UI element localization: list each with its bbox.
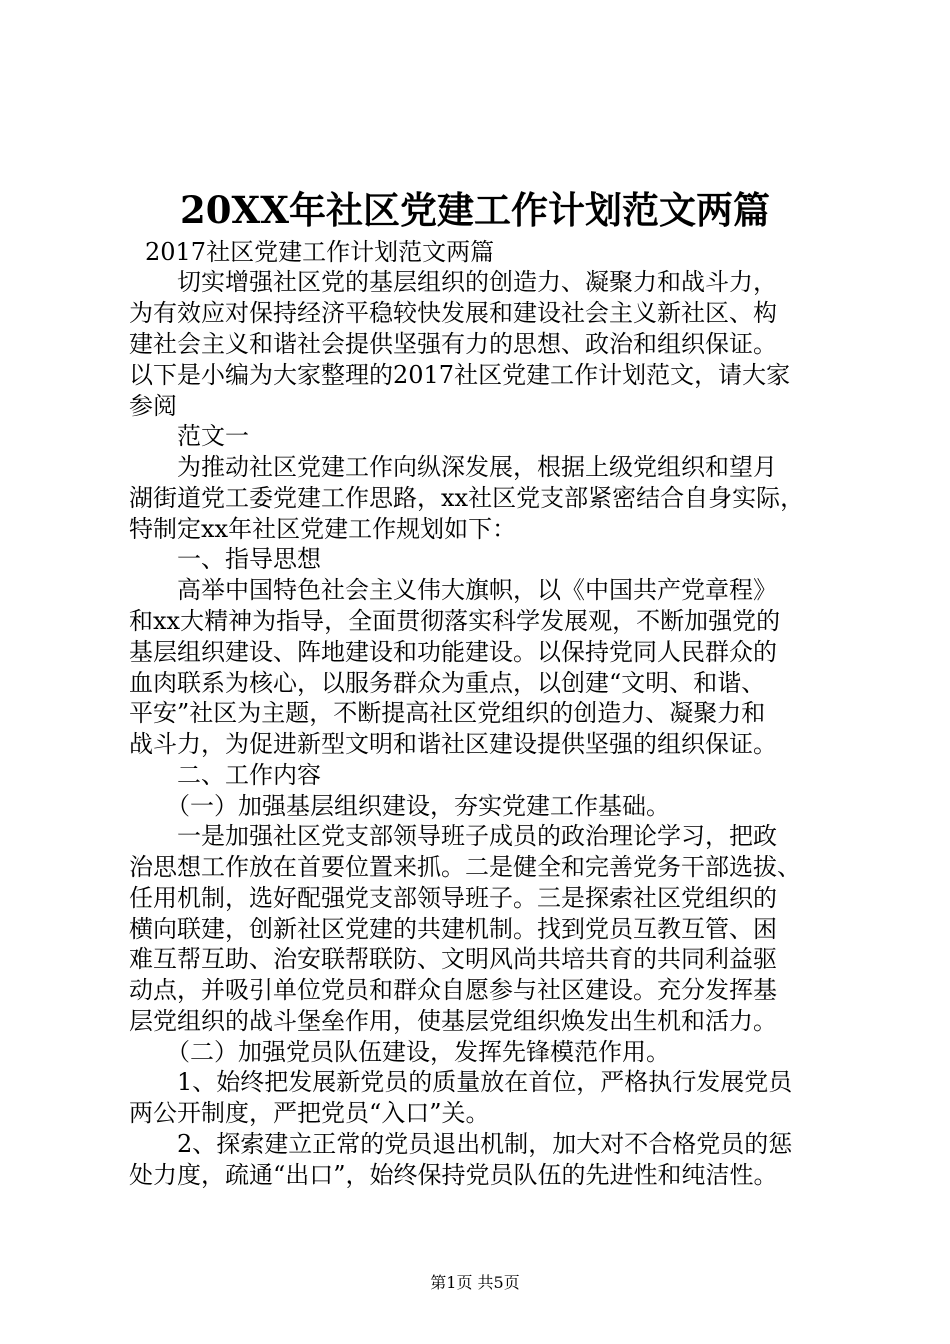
body-line: 切实增强社区党的基层组织的创造力、凝聚力和战斗力，: [177, 268, 777, 296]
body-line: 治思想工作放在首要位置来抓。二是健全和完善党务干部选拔、: [129, 853, 801, 881]
body-line: 血肉联系为核心，以服务群众为重点，以创建“文明、和谐、: [129, 669, 766, 697]
body-line: 一是加强社区党支部领导班子成员的政治理论学习，把政: [177, 822, 777, 850]
list-item: 处力度，疏通“出口”，始终保持党员队伍的先进性和纯洁性。: [129, 1161, 778, 1189]
body-line: 为有效应对保持经济平稳较快发展和建设社会主义新社区、构: [129, 299, 777, 327]
body-line: 动点，并吸引单位党员和群众自愿参与社区建设。充分发挥基: [129, 976, 777, 1004]
body-line: 任用机制，选好配强党支部领导班子。三是探索社区党组织的: [129, 884, 777, 912]
body-line: 层党组织的战斗堡垒作用，使基层党组织焕发出生机和活力。: [129, 1007, 777, 1035]
list-item: 两公开制度，严把党员“入口”关。: [129, 1099, 490, 1127]
body-line: 战斗力，为促进新型文明和谐社区建设提供坚强的组织保证。: [129, 730, 777, 758]
body-line: 湖街道党工委党建工作思路，xx社区党支部紧密结合自身实际，: [129, 484, 805, 512]
page-indicator: 第1页 共5页: [430, 1273, 520, 1292]
body-line: 和xx大精神为指导，全面贯彻落实科学发展观，不断加强党的: [129, 607, 781, 635]
body-line: 为推动社区党建工作向纵深发展，根据上级党组织和望月: [177, 453, 777, 481]
section-heading: 范文一: [177, 422, 249, 450]
subsection-heading: （二）加强党员队伍建设，发挥先锋模范作用。: [166, 1038, 670, 1066]
body-line: 横向联建，创新社区党建的共建机制。找到党员互教互管、困: [129, 915, 777, 943]
body-line: 参阅: [129, 392, 177, 420]
subtitle-line: 2017社区党建工作计划范文两篇: [145, 238, 495, 266]
document-title: 20XX年社区党建工作计划范文两篇: [180, 188, 770, 232]
body-line: 平安”社区为主题，不断提高社区党组织的创造力、凝聚力和: [129, 699, 766, 727]
body-line: 以下是小编为大家整理的2017社区党建工作计划范文，请大家: [129, 361, 791, 389]
body-line: 特制定xx年社区党建工作规划如下：: [129, 515, 517, 543]
section-heading: 一、指导思想: [177, 545, 321, 573]
list-item: 2、探索建立正常的党员退出机制，加大对不合格党员的惩: [177, 1130, 793, 1158]
body-line: 难互帮互助、治安联帮联防、文明风尚共培共育的共同利益驱: [129, 945, 777, 973]
section-heading: 二、工作内容: [177, 761, 321, 789]
list-item: 1、始终把发展新党员的质量放在首位，严格执行发展党员: [177, 1068, 793, 1096]
subsection-heading: （一）加强基层组织建设，夯实党建工作基础。: [166, 792, 670, 820]
body-line: 建社会主义和谐社会提供坚强有力的思想、政治和组织保证。: [129, 330, 777, 358]
body-line: 高举中国特色社会主义伟大旗帜，以《中国共产党章程》: [177, 576, 777, 604]
body-line: 基层组织建设、阵地建设和功能建设。以保持党同人民群众的: [129, 638, 777, 666]
